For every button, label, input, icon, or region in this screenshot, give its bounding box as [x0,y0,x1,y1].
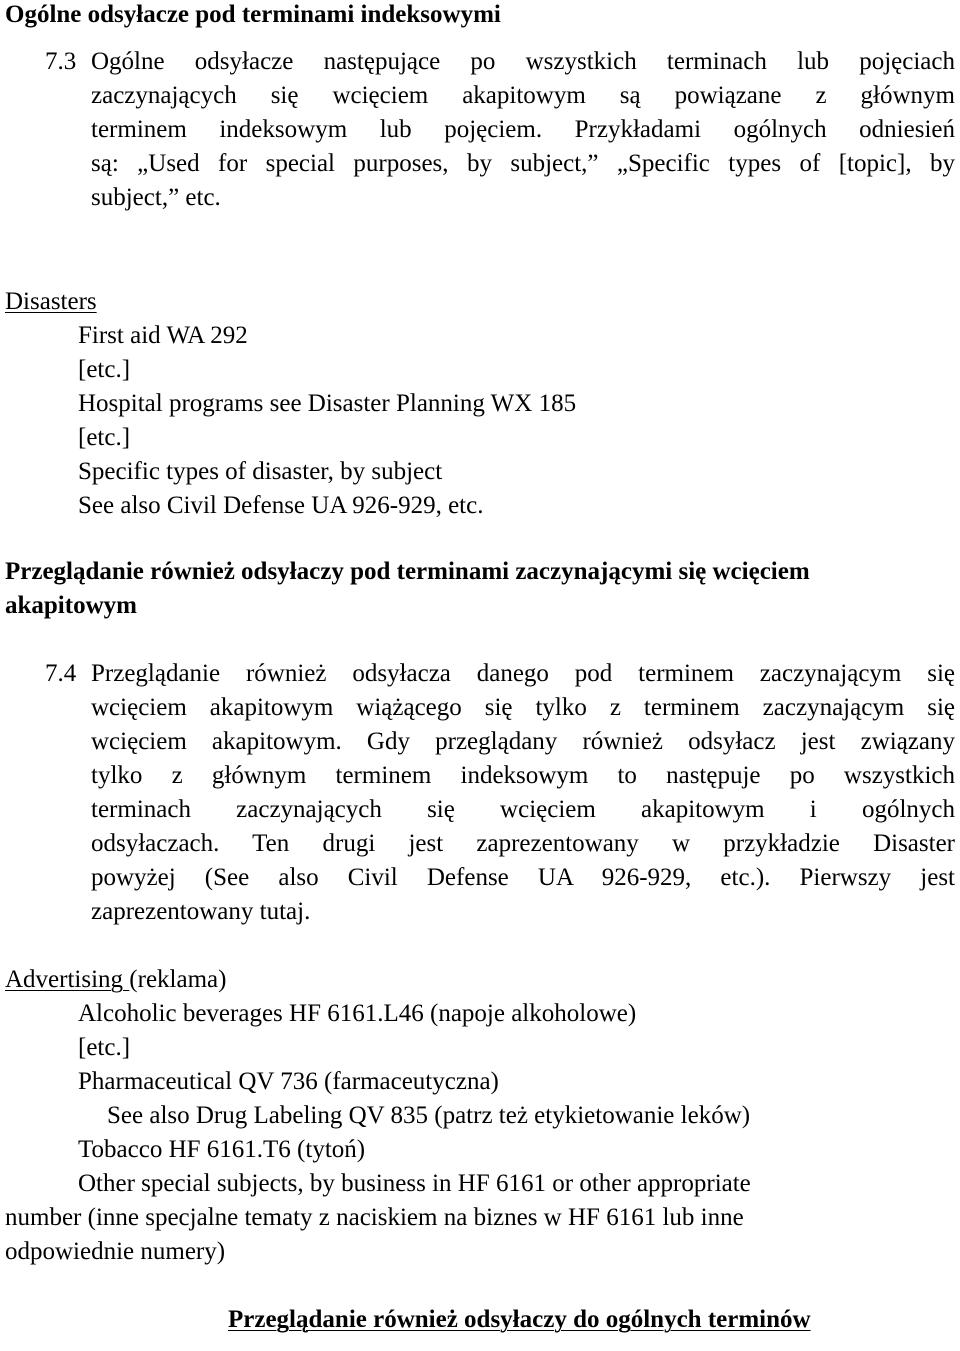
paragraph-line: są: „Used for special purposes, by subject,” „Specific types of [topic], by [91,150,955,177]
index-subterm: Specific types of disaster, by subject [78,458,443,485]
index-see-also: See also Drug Labeling QV 835 (patrz też etykietowanie leków) [107,1102,751,1129]
index-main-term: Advertising [5,966,130,993]
paragraph-line: wcięciem akapitowym wiążącego się tylko z terminem zaczynającym się [91,694,955,721]
index-subterm: Alcoholic beverages HF 6161.L46 (napoje alkoholowe) [78,1000,637,1027]
index-subterm: Hospital programs see Disaster Planning WX 185 [78,390,577,417]
paragraph-line: Przeglądanie również odsyłacza danego pod terminem zaczynającym się [91,660,955,687]
section-heading: akapitowym [5,592,137,619]
index-subterm-continuation: number (inne specjalne tematy z naciskiem na biznes w HF 6161 lub inne [5,1204,744,1231]
section-heading: Przeglądanie również odsyłaczy pod terminami zaczynającymi się wcięciem [5,558,810,585]
index-main-term-row [5,963,226,997]
paragraph-number: 7.4 [45,660,77,687]
index-main-term-note: (reklama) [129,966,227,993]
index-subterm: Pharmaceutical QV 736 (farmaceutyczna) [78,1068,499,1095]
paragraph-line: powyżej (See also Civil Defense UA 926-929, etc.). Pierwszy jest [91,864,955,891]
index-subterm: See also Civil Defense UA 926-929, etc. [78,492,484,519]
paragraph-line: terminach zaczynających się wcięciem akapitowym i ogólnych [91,796,955,823]
paragraph-number: 7.3 [45,48,77,75]
index-subterm: [etc.] [78,1034,131,1061]
paragraph-line: Ogólne odsyłacze następujące po wszystkich terminach lub pojęciach [91,48,955,75]
index-subterm: Tobacco HF 6161.T6 (tytoń) [78,1136,366,1163]
section-heading: Przeglądanie również odsyłaczy do ogólnych terminów [228,1306,811,1333]
paragraph-line: zaczynających się wcięciem akapitowym są powiązane z głównym [91,82,955,109]
index-subterm: First aid WA 292 [78,322,248,349]
index-subterm: [etc.] [78,424,131,451]
paragraph-line: odsyłaczach. Ten drugi jest zaprezentowany w przykładzie Disaster [91,830,955,857]
index-subterm-continuation: odpowiednie numery) [5,1238,226,1265]
paragraph-line: zaprezentowany tutaj. [91,898,311,925]
index-subterm: [etc.] [78,356,131,383]
paragraph-line: tylko z głównym terminem indeksowym to następuje po wszystkich [91,762,955,789]
section-heading: Ogólne odsyłacze pod terminami indeksowymi [5,1,501,28]
index-main-term: Disasters [5,288,97,315]
paragraph-line: wcięciem akapitowym. Gdy przeglądany również odsyłacz jest związany [91,728,955,755]
paragraph-line: subject,” etc. [91,184,221,211]
index-subterm: Other special subjects, by business in HF 6161 or other appropriate [78,1170,751,1197]
paragraph-line: terminem indeksowym lub pojęciem. Przykładami ogólnych odniesień [91,116,955,143]
